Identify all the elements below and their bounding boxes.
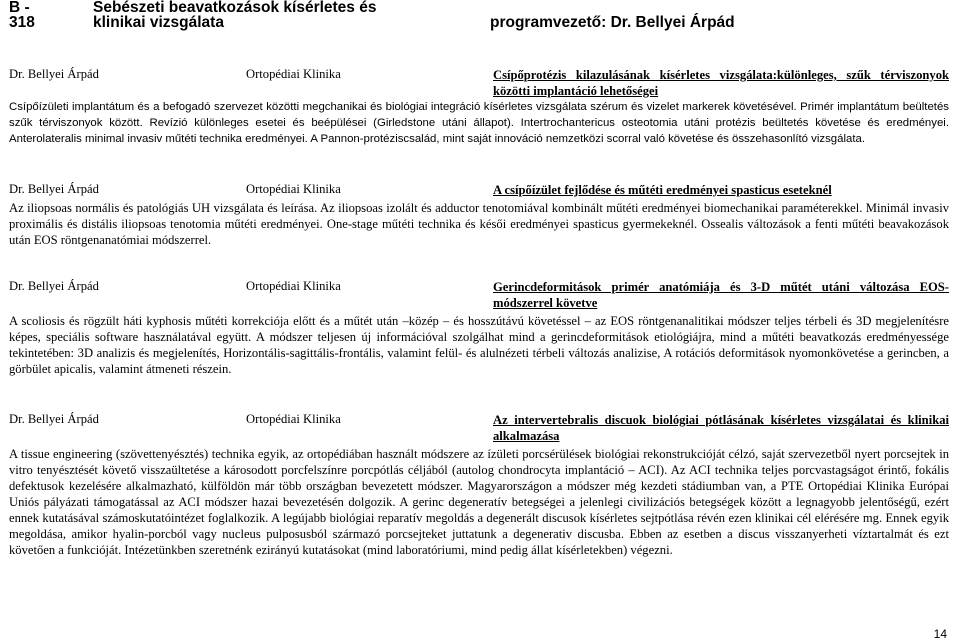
topic-author: Dr. Bellyei Árpád [9, 67, 99, 81]
topic-clinic: Ortopédiai Klinika [246, 67, 341, 81]
topic-block [9, 410, 949, 558]
topic-title: Az intervertebralis discuok biológiai pótlásának kísérletes vizsgálatai és klinikai alkalmazása [493, 413, 949, 443]
topic-block [9, 180, 949, 248]
topic-body: A tissue engineering (szövettenyésztés) technika egyik, az ortopédiában használt módszere az ízületi porcsérülések biológiai rekonstrukcióját célzó, saját szervezetből nyert porcsejtek in vitro tenyésztését követő visszaültetése a károsodott porcfelszínre porcpótlás céljából (autolog chondrocyta implantáció – ACI). Az ACI technika teljes porcvastagságot érintő, fokális defektusok kezelésére alkalmazható, külföldön már több országban bevezetett módszer. Magyarországon a módszer még kezdeti stádiumban van, a PTE Ortopédiai Klinika Európai Uniós pályázati támogatással az ACI módszer hazai bevezetésén dolgozik. A gerinc degeneratív betegségei a jelenlegi civilizációs betegségek között a legnagyobb jelentőségű, ezért ennek kutatásával számoskutatóintézet foglalkozik. A legújabb biológiai reparatív megoldás a degenerált discusok kísérletes sejtpótlása révén ezen klinikai cél elérésére mg. Ennek egyik megoldása, amikor hyalin-porcból vagy nucleus pulposusból származó porcsejteket juttatunk a degenerativ discusba. Ebben az esetben a discus visszanyerheti víztartalmát és ezt követően a funkcióját. Intézetünkben szeretnénk ezirányú kutatásokat (mind laboratóriumi, mind pedig állat kísérletekben) végezni. [9, 447, 949, 557]
topic-body: Az iliopsoas normális és patológiás UH vizsgálata és leírása. Az iliopsoas izolált és adductor tenotomiával kombinált műtéti eredményei biomechanikai paraméterekkel. Minimál invasiv proximális és distális iliopsoas tenotomia műtéti eredményei. One-stage műtéti technika és késői eredményei spasticus gyermekeknél. Ossealis változások a fenti műtéti beavakozások után EOS röntgenanatómiai módszerrel. [9, 201, 949, 247]
topic-block [9, 65, 949, 147]
program-title-line1: Sebészeti beavatkozások kísérletes és [93, 0, 377, 16]
topic-block [9, 277, 949, 377]
topic-clinic: Ortopédiai Klinika [246, 279, 341, 293]
topic-title: A csípőízület fejlődése és műtéti eredményei spasticus eseteknél [493, 183, 832, 197]
topic-body: Csípőízületi implantátum és a befogadó szervezet közötti megchanikai és biológiai integráció kísérletes vizsgálata szérum és vizelet markerek követésével. Primér implantátum beültetés szűk térviszonyok között. Revízió különleges esetei és beépülései (Girledstone utáni állapot). Intertrochantericus osteotomia utáni protézis beültetés követése és eredményei. Anterolateralis minimal invasiv műtéti technika eredményei. A Pannon-protéziscsalád, mint saját innováció nemzetközi scorral való követése és összehasonlító vizsgálata. [9, 101, 949, 145]
program-title [93, 0, 376, 30]
program-code: B - 318 [9, 0, 35, 31]
topic-body: A scoliosis és rögzült háti kyphosis műtéti korrekciója előtt és a műtét után –közép – és hosszútávú követéssel – az EOS röntgenanalitikai módszer teljes térbeli és 3D megjelenítésre képes, speciális software használatával együtt. A módszer teljesen új információval szolgálhat mind a gerincdeformitások etiológiájra, mind a műtéti beavatkozás eredményessége tekintetében: 3D analizis és megjelenítés, Horizontális-sagittális-frontális, valamint felül- és alulnézeti térbeli változás analizise, A rotációs deformitások nyomonkövetése a gerincben, a görbület apicalis, valamint átmeneti részein. [9, 314, 949, 376]
topic-title: Csípőprotézis kilazulásának kísérletes vizsgálata:különleges, szűk térviszonyok közötti implantáció lehetőségei [493, 68, 949, 98]
topic-clinic: Ortopédiai Klinika [246, 412, 341, 426]
program-title-line2: klinikai vizsgálata [93, 14, 224, 31]
topic-author: Dr. Bellyei Árpád [9, 279, 99, 293]
page-number: 14 [933, 627, 947, 641]
topic-author: Dr. Bellyei Árpád [9, 412, 99, 426]
topic-author: Dr. Bellyei Árpád [9, 182, 99, 196]
program-lead: programvezető: Dr. Bellyei Árpád [490, 14, 735, 31]
topic-title: Gerincdeformitások primér anatómiája és 3-D műtét utáni változása EOS-módszerrel követve [493, 280, 949, 310]
topic-clinic: Ortopédiai Klinika [246, 182, 341, 196]
